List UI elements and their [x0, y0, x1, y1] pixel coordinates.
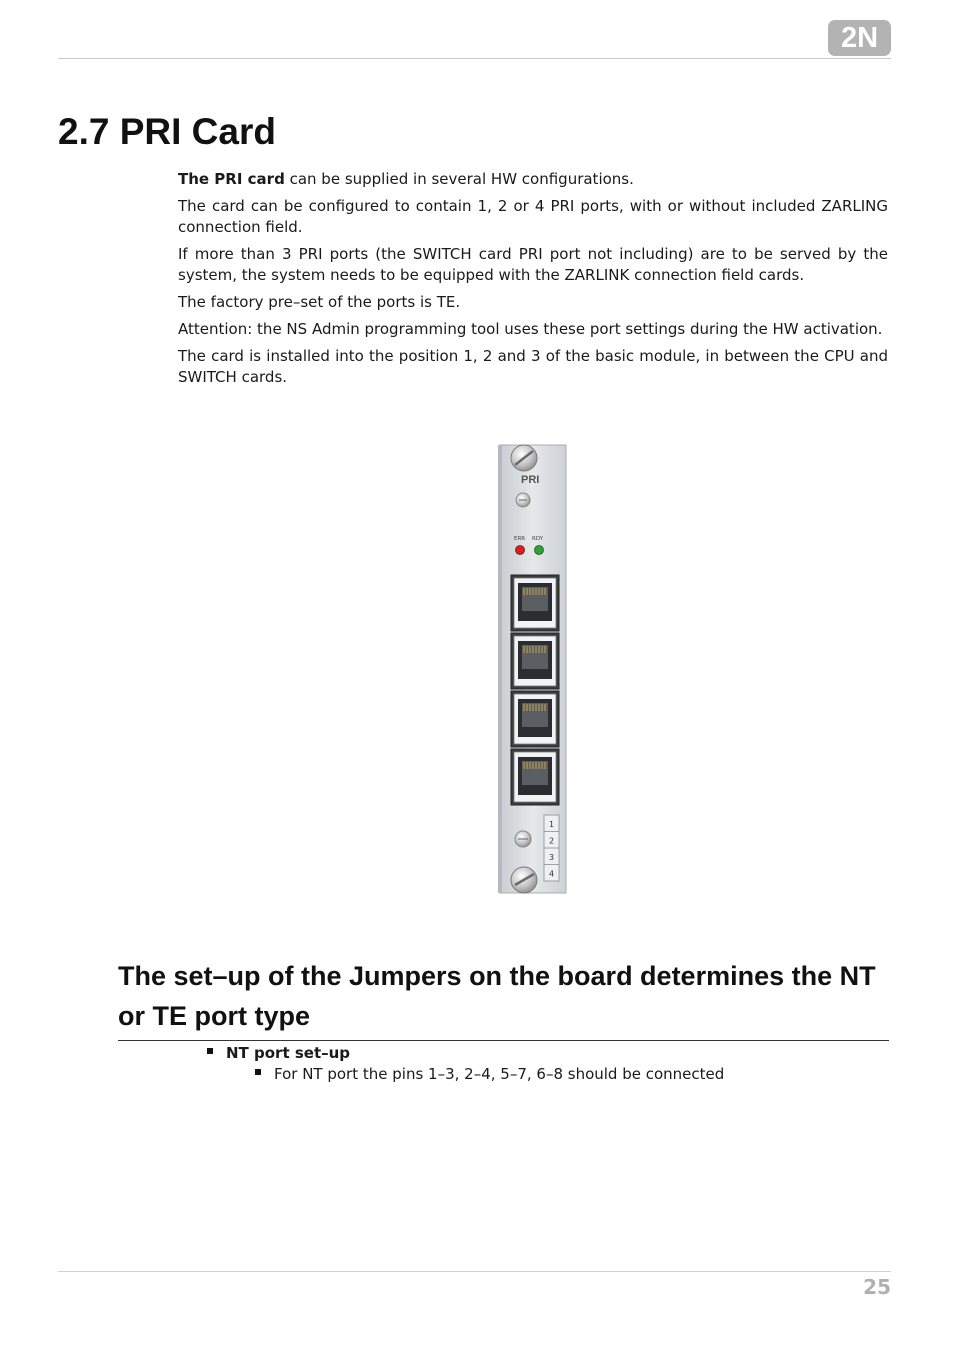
rj45-port-2-icon	[511, 633, 559, 689]
port-number-strip	[544, 815, 559, 881]
pri-card-figure	[478, 433, 590, 913]
port-number-4: 4	[549, 869, 555, 879]
list-item	[255, 1063, 724, 1084]
bottom-small-screw-icon	[515, 831, 531, 847]
section-title: 2.7 PRI Card	[58, 111, 276, 152]
paragraph-installation: The card is installed into the position 1, 2 and 3 of the basic module, in between the CPU and SWITCH cards.	[178, 347, 888, 386]
nt-port-pins-text: For NT port the pins 1–3, 2–4, 5–7, 6–8 should be connected	[274, 1064, 725, 1083]
bullet-square-icon	[255, 1069, 261, 1075]
footer-rule	[58, 1271, 891, 1272]
top-screw-icon	[511, 445, 537, 471]
err-led-icon	[516, 546, 525, 555]
page-number: 25	[863, 1275, 891, 1299]
small-screw-icon	[516, 493, 530, 507]
rj45-port-4-icon	[511, 749, 559, 805]
intro-rest: can be supplied in several HW configurations.	[284, 170, 634, 188]
bottom-screw-icon	[511, 867, 537, 893]
nt-port-setup-label: NT port set–up	[226, 1043, 351, 1062]
rdy-led-icon	[535, 546, 544, 555]
paragraph-factory-preset: The factory pre–set of the ports is TE.	[178, 293, 461, 311]
led-label-err: ERR	[514, 536, 526, 542]
paragraph-attention: Attention: the NS Admin programming tool uses these port settings during the HW activation.	[178, 320, 883, 338]
brand-logo: 2N	[828, 20, 891, 56]
jumpers-subtitle: The set–up of the Jumpers on the board determines the NT or TE port type	[118, 956, 889, 1041]
rj45-port-1-icon	[511, 575, 559, 631]
paragraph-zarlink: If more than 3 PRI ports (the SWITCH card PRI port not including) are to be served by the system, the system needs to be equipped with the ZARLINK connection field cards.	[178, 245, 888, 284]
intro-strong: The PRI card	[178, 170, 285, 188]
port-number-1: 1	[549, 820, 555, 829]
bullet-square-icon	[207, 1048, 213, 1054]
port-number-3: 3	[549, 853, 555, 862]
led-label-rdy: RDY	[532, 536, 544, 542]
card-label: PRI	[521, 474, 540, 486]
rj45-port-3-icon	[511, 691, 559, 747]
intro-paragraph	[178, 169, 888, 190]
header-rule	[58, 58, 891, 59]
bullet-list	[207, 1042, 724, 1084]
paragraph-configurations: The card can be configured to contain 1, 2 or 4 PRI ports, with or without included ZARLING connection field.	[178, 197, 888, 236]
list-item	[207, 1042, 724, 1063]
port-number-2: 2	[549, 836, 555, 846]
body-text	[178, 169, 888, 394]
